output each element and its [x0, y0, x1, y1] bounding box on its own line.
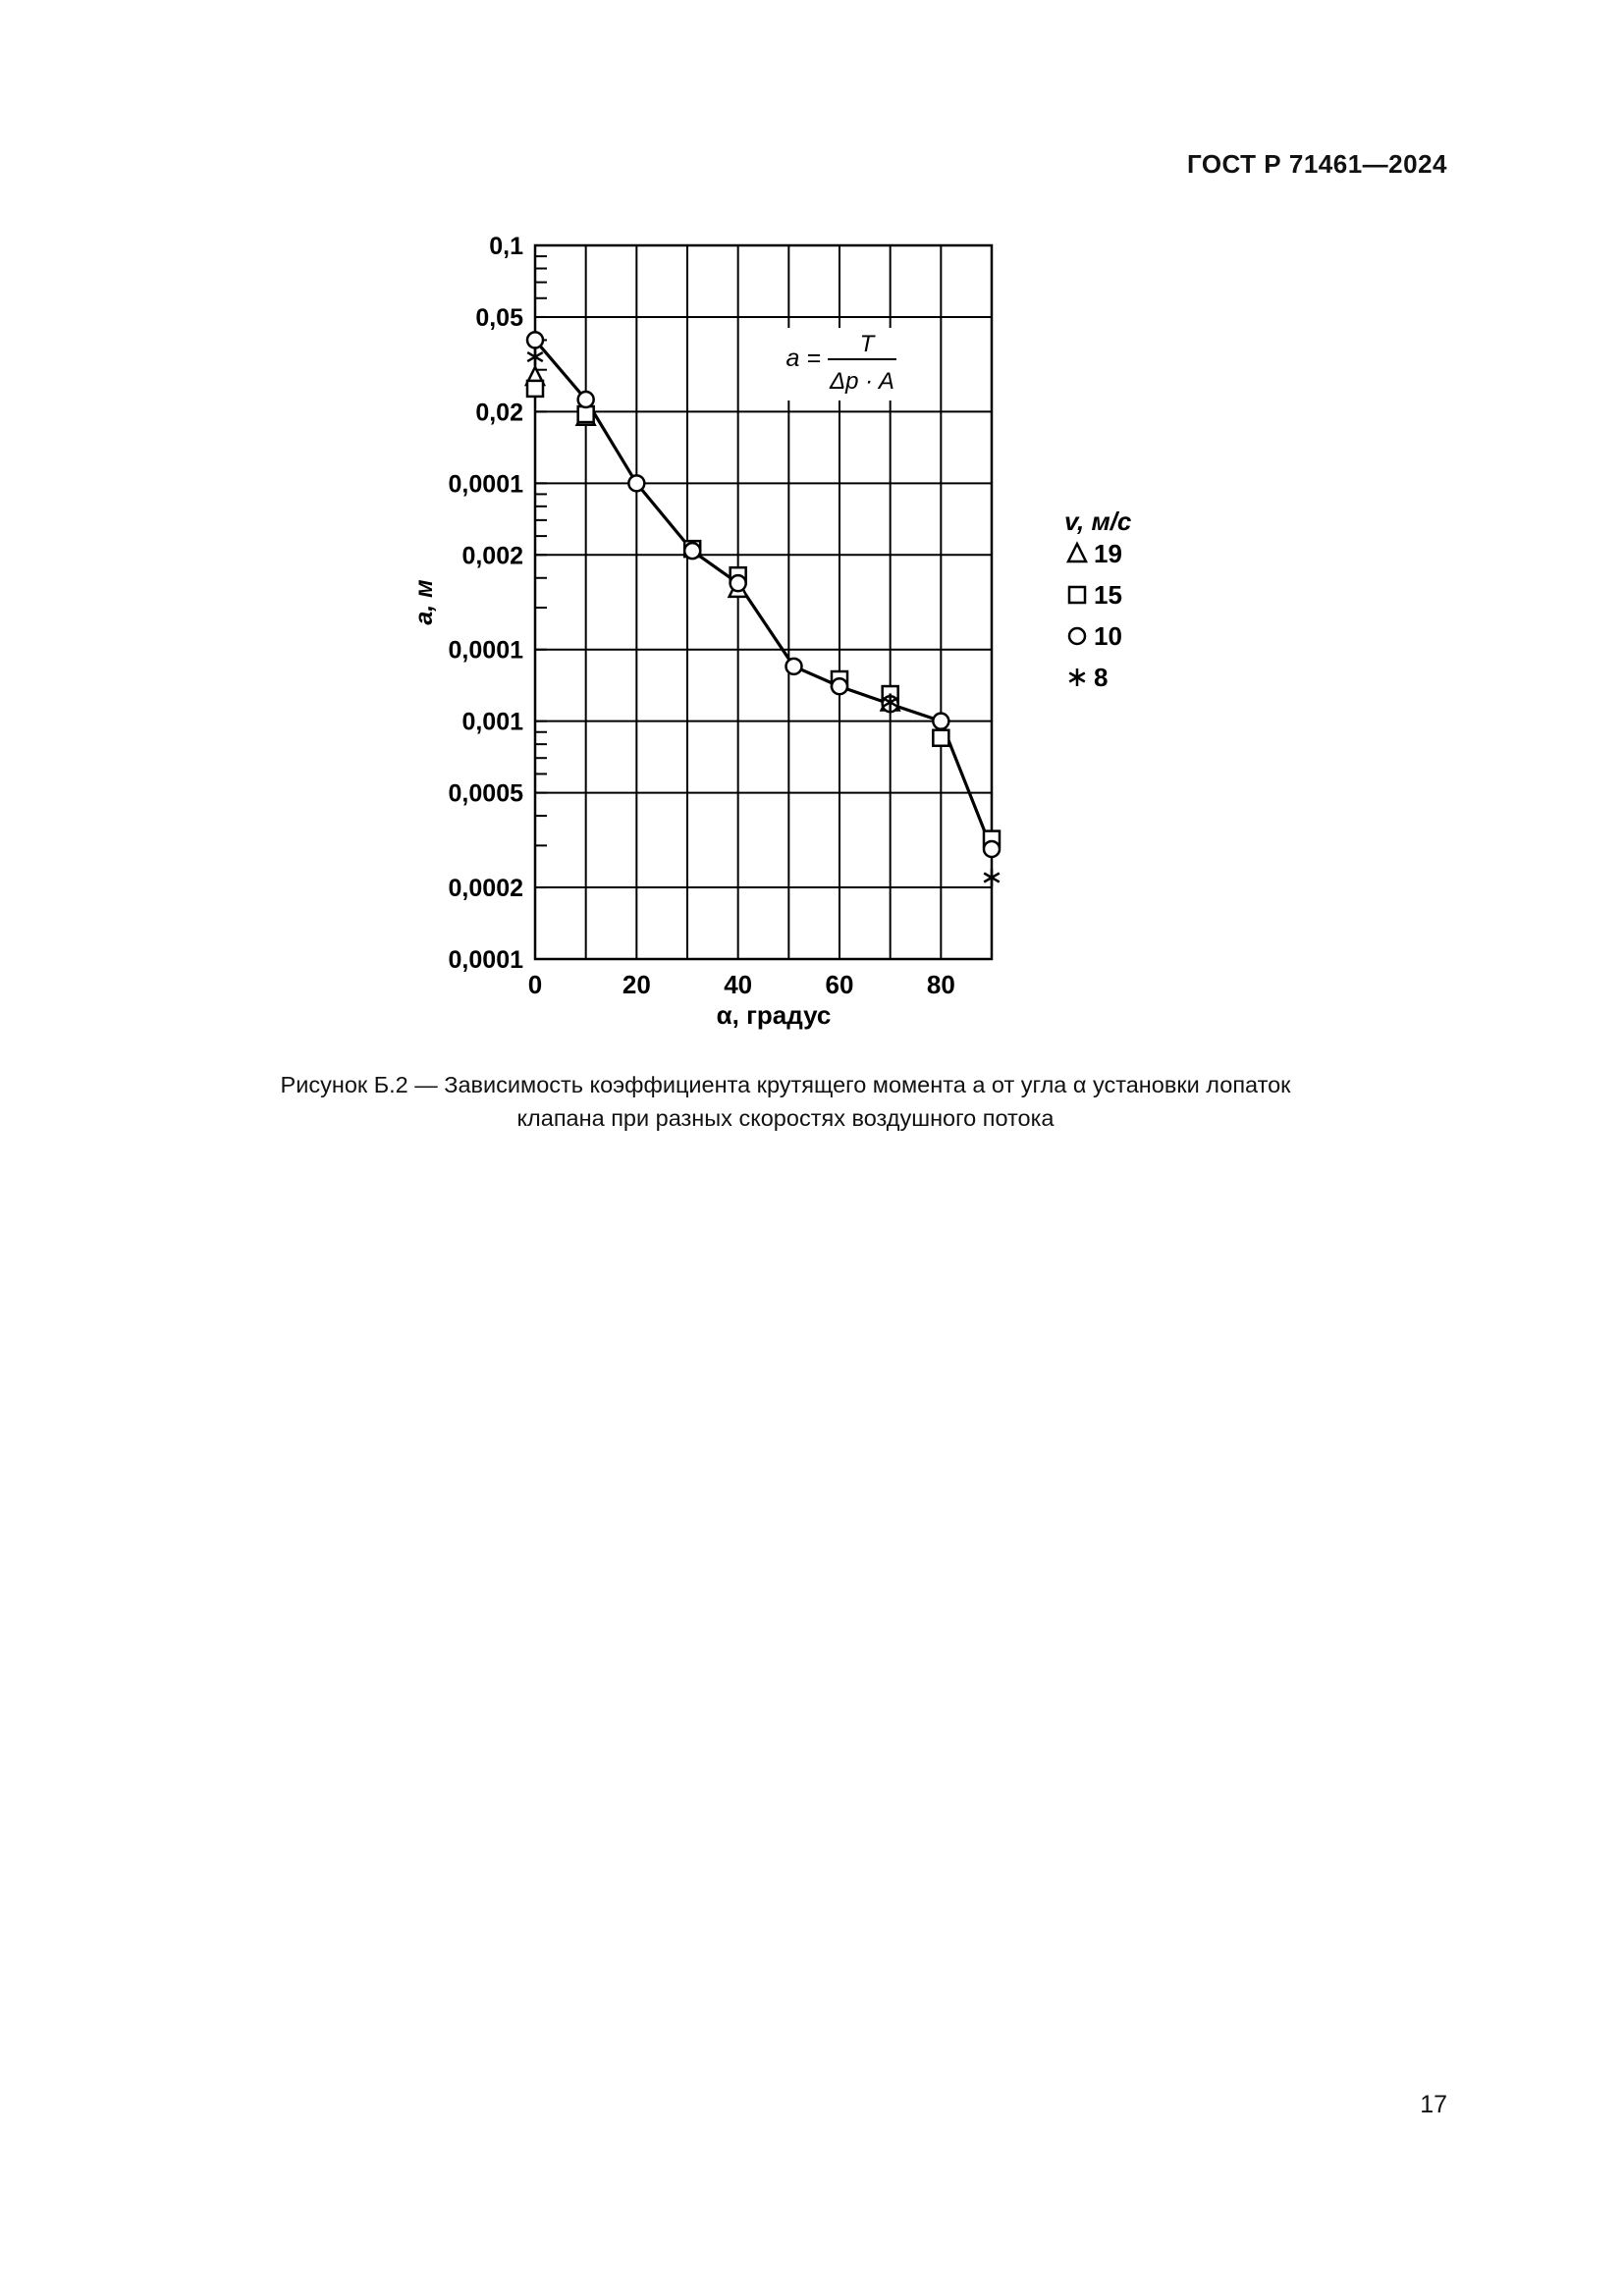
legend-label: 10 [1094, 621, 1122, 651]
y-tick-label: 0,1 [489, 233, 523, 260]
plot-frame [535, 245, 992, 959]
y-tick-label: 0,02 [475, 399, 523, 427]
data-point-asterisk-8 [527, 348, 543, 366]
y-tick-label: 0,0005 [448, 779, 523, 808]
y-tick-label: 0,0001 [448, 636, 523, 665]
y-tick-label: 0,001 [461, 708, 523, 736]
legend-marker-circle [1069, 628, 1085, 644]
x-tick-labels [528, 970, 955, 999]
legend-label: 19 [1094, 539, 1122, 568]
fit-line [535, 340, 992, 849]
legend-title: v, м/с [1064, 507, 1132, 536]
chart-grid [535, 245, 992, 959]
page-number: 17 [1420, 2091, 1447, 2118]
document-header: ГОСТ Р 71461—2024 [1186, 149, 1447, 179]
formula-numerator: T [859, 331, 875, 357]
data-point-circle-10 [933, 714, 948, 729]
legend-marker-square [1069, 587, 1085, 603]
formula-box [776, 328, 901, 400]
y-tick-labels [449, 233, 524, 974]
legend [1064, 507, 1132, 692]
x-axis-label: α, градус [716, 1000, 832, 1030]
x-tick-label: 80 [926, 970, 955, 999]
y-tick-label: 0,0001 [448, 946, 523, 974]
x-tick-label: 0 [527, 970, 543, 999]
torque-coefficient-chart [0, 0, 1624, 1060]
legend-marker-triangle [1068, 544, 1086, 561]
data-point-square-15 [578, 406, 594, 422]
x-tick-label: 40 [724, 970, 753, 999]
data-point-square-15 [933, 730, 948, 746]
data-point-circle-10 [578, 392, 594, 407]
legend-marker-asterisk [1069, 668, 1085, 686]
y-axis-label: a, м [410, 579, 438, 625]
y-tick-label: 0,05 [475, 303, 523, 332]
x-tick-label: 60 [825, 970, 854, 999]
data-point-circle-10 [527, 332, 543, 347]
x-tick-label: 20 [622, 970, 651, 999]
legend-label: 8 [1094, 663, 1109, 692]
data-point-asterisk-8 [984, 869, 1000, 886]
data-point-circle-10 [684, 543, 700, 559]
y-tick-label: 0,002 [461, 542, 523, 570]
figure-caption [196, 1068, 1375, 1135]
caption-line-2: клапана при разных скоростях воздушного потока [516, 1105, 1055, 1132]
data-point-square-15 [527, 381, 543, 397]
y-minor-ticks [535, 256, 547, 959]
legend-label: 15 [1094, 580, 1122, 610]
y-tick-label: 0,0002 [448, 875, 523, 903]
y-tick-label: 0,0001 [448, 470, 523, 499]
formula-lhs: a = [785, 345, 821, 372]
data-point-circle-10 [786, 659, 802, 674]
caption-line-1: Рисунок Б.2 — Зависимость коэффициента крутящего момента a от угла α установки лопаток [280, 1072, 1291, 1097]
data-point-circle-10 [628, 475, 644, 491]
data-point-circle-10 [731, 575, 746, 591]
data-point-circle-10 [832, 678, 847, 694]
data-point-circle-10 [984, 841, 1000, 857]
formula-denominator: Δp · A [830, 368, 894, 395]
